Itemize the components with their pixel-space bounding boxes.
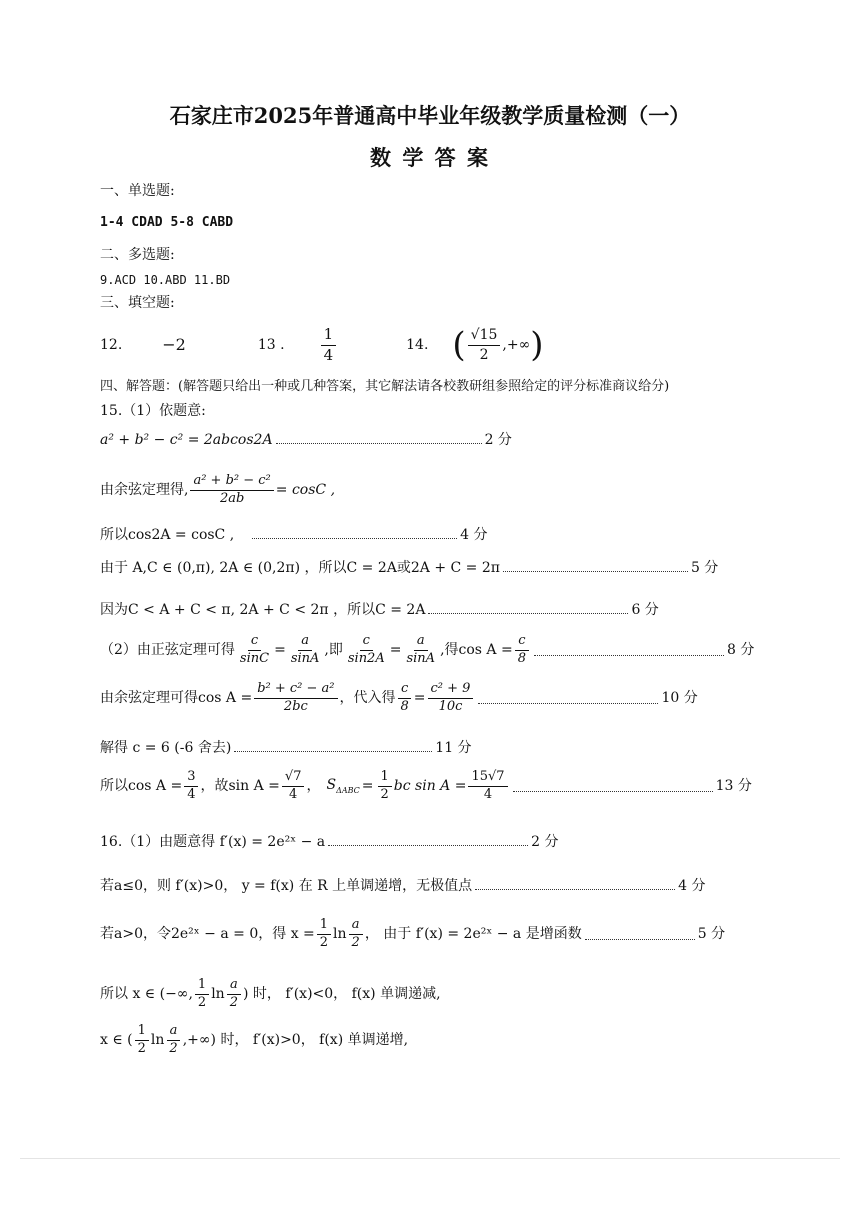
- section-single-choice-heading: 一、单选题:: [100, 183, 175, 199]
- section-solutions-heading: 四、解答题：(解答题只给出一种或几种答案，其它解法请各校教研组参照给定的评分标准商议给分): [100, 379, 670, 394]
- q14-answer-tail: ,+∞: [502, 336, 531, 353]
- q15-line-4: 由于 A,C ∈ (0,π), 2A ∈ (0,2π) ，所以C = 2A或2A + C = 2π 5 分: [100, 560, 719, 576]
- q16-line-1: 16.（1）由题意得 f′(x) = 2e²ˣ − a 2 分: [100, 834, 559, 850]
- q14-answer-fraction: √15 2: [468, 327, 501, 362]
- page-title: 石家庄市2025年普通高中毕业年级教学质量检测（一）: [169, 103, 691, 128]
- score-mark: 2 分: [484, 432, 512, 448]
- multi-choice-answers: 9.ACD 10.ABD 11.BD: [100, 273, 231, 287]
- q15-part2-line-4: 所以cos A = $\frac{3}{4}$ ，故sin A = $\frac{√7}{4}$ ， $S_{\Delta ABC}$ = $\frac{1}{2}$ bc sin A = $\frac{15√7}{4}$ 13 分: [100, 769, 752, 802]
- q15-part2-line-3: 解得 c = 6 (-6 舍去) 11 分: [100, 740, 472, 756]
- q16-line-5: x ∈ ( 1 2 ln a 2 ,+∞) 时， f′(x)>0， f(x) 单调递增,: [100, 1023, 409, 1056]
- page-bottom-divider: [20, 1158, 840, 1159]
- score-mark: 4 分: [460, 527, 488, 543]
- q15-line-1: a² + b² − c² = 2abcos2A 2 分: [100, 432, 512, 448]
- score-mark: 13 分: [715, 778, 752, 795]
- score-mark: 10 分: [661, 690, 698, 707]
- section-fill-blank-heading: 三、填空题:: [100, 295, 175, 311]
- q15-part2-line-2: 由余弦定理可得cos A = $\frac{\text{b² + c² − a²}}{2bc}$ ，代入得 $\frac{c}{8}$ = $\frac{\text{c² + 9}}{10c}$ 10 分: [100, 681, 698, 714]
- score-mark: 4 分: [678, 878, 706, 894]
- score-mark: 5 分: [690, 560, 719, 576]
- score-mark: 11 分: [435, 740, 472, 756]
- q14-number: 14.: [406, 336, 429, 353]
- score-mark: 8 分: [727, 642, 755, 659]
- page-subtitle: 数 学 答 案: [370, 145, 490, 170]
- q12-answer: −2: [162, 335, 186, 355]
- q13-answer-fraction: 1 4: [321, 326, 337, 364]
- section-multi-choice-heading: 二、多选题:: [100, 247, 175, 263]
- q15-intro: 15.（1）依题意:: [100, 403, 206, 419]
- score-mark: 6 分: [631, 602, 659, 618]
- q16-line-2: 若a≤0，则 f′(x)>0， y = f(x) 在 R 上单调递增，无极值点 4 分: [100, 878, 706, 894]
- q16-line-4: 所以 x ∈ (−∞, 1 2 ln a 2 ) 时， f′(x)<0， f(x) 单调递减,: [100, 977, 441, 1010]
- q13-number: 13 .: [257, 336, 285, 353]
- q15-line-3: 所以cos2A = cosC , 4 分: [100, 527, 488, 543]
- q15-line-5: 因为C < A + C < π, 2A + C < 2π ，所以C = 2A 6 分: [100, 602, 659, 618]
- score-mark: 5 分: [697, 926, 726, 943]
- q15-part2-line-1: （2）由正弦定理可得 $\frac{c}{\sin C}$ = $\frac{a}{\sin A}$ ,即 $\frac{c}{\sin 2A}$ = $\frac{a}{\sin A}$ ,得cos A = $\frac{c}{8}$ 8 分: [100, 633, 755, 666]
- single-choice-answers: 1-4 CDAD 5-8 CABD: [100, 215, 234, 230]
- q12-number: 12.: [100, 336, 123, 353]
- fill-blank-answers: 12. −2 13 . 1 4 14. ( √15 2 ,+∞ ): [100, 325, 544, 365]
- score-mark: 2 分: [531, 834, 559, 850]
- q16-line-3: 若a>0，令2e²ˣ − a = 0，得 x = $\frac{1}{2}$ ln a 2 ， 由于 f′(x) = 2e²ˣ − a 是增函数 5 分: [100, 917, 726, 950]
- q15-line-2: 由余弦定理得, $\frac{\text{a² + b² − c²}}{2ab}$ = cosC ,: [100, 473, 336, 506]
